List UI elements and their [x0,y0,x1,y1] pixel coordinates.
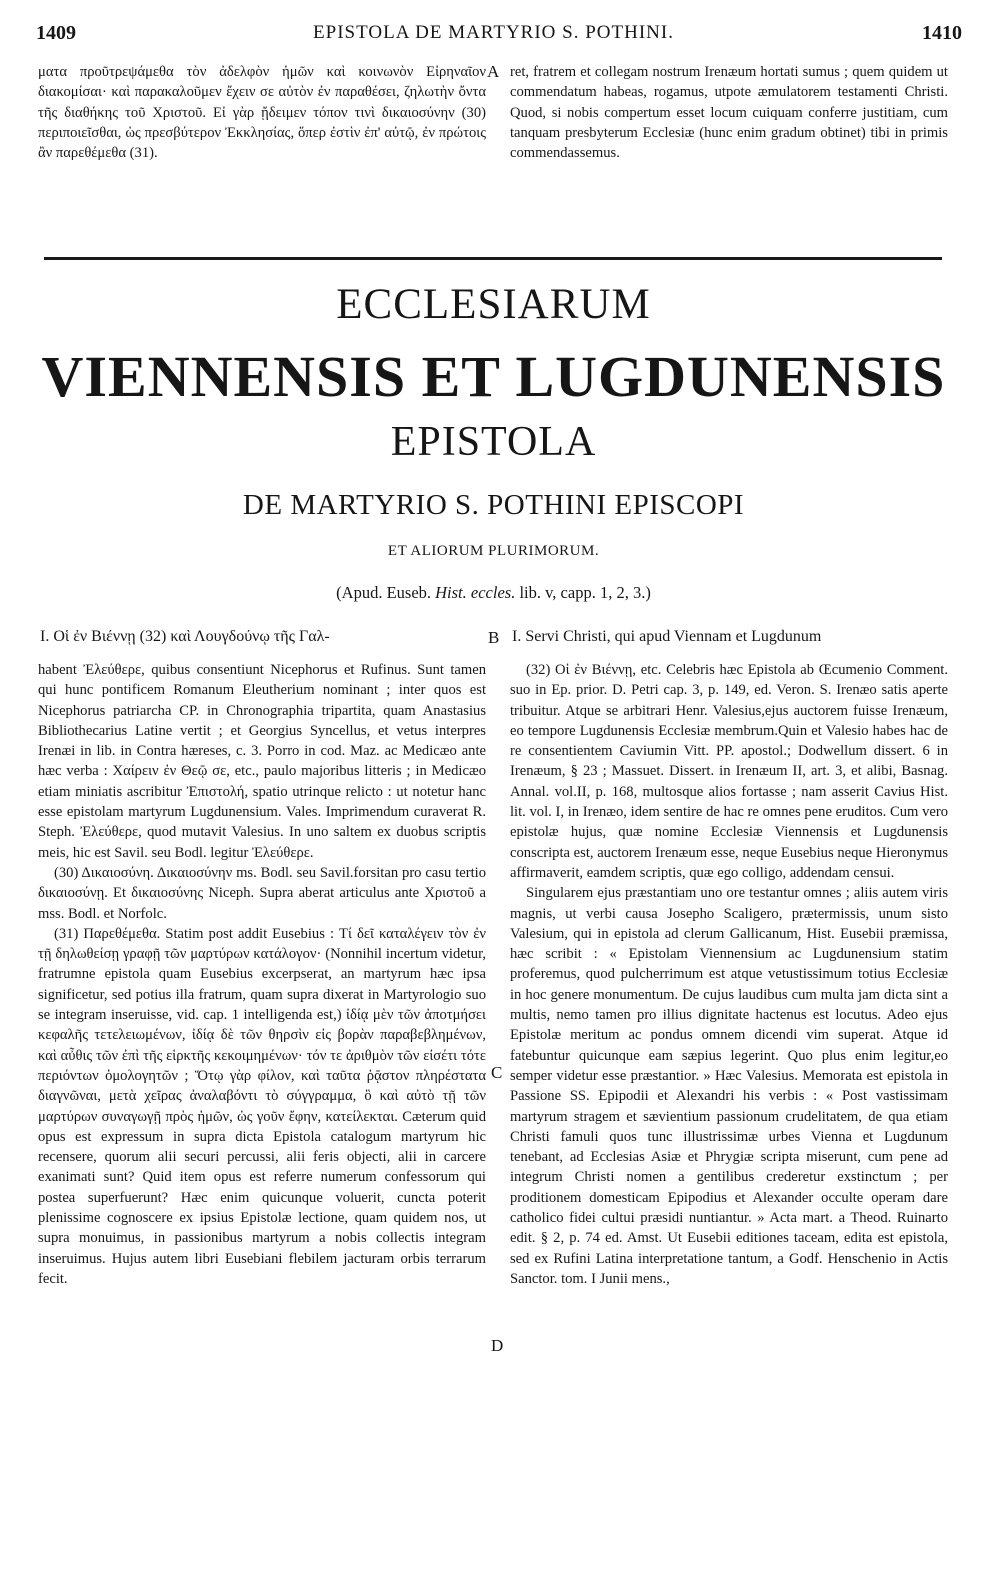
footnote-31: (31) Παρεθέμεθα. Statim post addit Eusebius : Τί δεῖ καταλέγειν τὸν ἐν τῇ δηλωθείσῃ γραφῇ τῶν μαρτύρων κατάλογον· (Nonnihil incertum videtur, fratrumne epistola quam Eusebius excerpserat, an martyrum hæc ipsa significetur, sed potius illa fratrum, quam supra dixerat in Martyrologio suo se integram inseruisse, vid. cap. 1 intelligenda est,) ἰδίᾳ μὲν τῶν ἀποτμήσει κεφαλῆς τετελειωμένων, ἰδίᾳ δὲ τῶν θηρσὶν εἰς βορὰν παραβεβλημένων, καὶ αὖθις τῶν ἐπὶ τῆς εἱρκτῆς κεκοιμημένων· τόν τε ἀριθμὸν τῶν εἰσέτι τότε περιόντων ὁμολογητῶν ; Ὅτῳ γὰρ φίλον, καὶ ταῦτα ῥᾷστον πληρέστατα διαγνῶναι, μετὰ χεῖρας ἀναλαβόντι τὸ σύγγραμμα, ὃ καὶ αὐτὸ τῇ τῶν μαρτύρων συναγωγῇ πρὸς ἡμῶν, ὡς γοῦν ἔφην, κατείλεκται. Cæterum quid opus est expressum in supra dicta Epistola catalogum martyrum hic recensere, quorum alii securi percussi, alii feris objecti, alii in carcere exanimati sunt? Quid item opus est referre numerum confessorum qui postea superfuerunt? Hæc enim quicunque voluerit, cuncta poterit plenissime cognoscere ex ipsius Epistolæ lectione, quam quidem nos, ut supra monuimus, in passionibus martyrum a nobis collectis integram inseruimus. Hujus autem libri Eusebiani flebilem jacturam orbis terrarum fecit. [38,925,486,1287]
margin-letter-d: D [491,1336,504,1355]
footnote-32: (32) Οἱ ἐν Βιέννῃ, etc. Celebris hæc Epistola ab Œcumenio Comment. suo in Ep. prior. D. Petri cap. 3, p. 149, ed. Veron. S. Irenæo satis aperte tribuitur. Atque se arbitrari Henr. Valesius,ejus auctorem fuisse Irenæum, eo tempore Lugdunensis Ecclesiæ membrum.Quin et Valesio habes hac de re consentientem Caviumin Vitt. PP. apostol.; Dodwellum dissert. 6 in Irenæum, § 23 ; Massuet. Dissert. in Irenæum II, art. 3, et alibi, Basnag. Annal. vol.II, p. 168, multosque alios fortasse ; nam asserit Cavius Hist. lit. vol. I, in Irenæo, idem sentire de hac re omnes pene eruditos. Cum vero epistolæ hujus, quæ nomine Ecclesiæ Viennensis et Lugdunensis conscripta est, auctorem Irenæum esse, neque Eusebius neque Hieronymus affirmaverit, eamdem scriptis, quæ ego colligo, addendam censui. [510,662,948,881]
margin-letter-b: B [488,628,500,647]
chapter-1-latin: I. Servi Christi, qui apud Viennam et Lugdunum [512,628,822,645]
top-greek-text [38,62,486,163]
title-line-1: ECCLESIARUM [336,281,651,328]
margin-letter-c: C [491,1063,503,1082]
footnote-paragraph: habent Ἐλεύθερε, quibus consentiunt Nicephorus et Rufinus. Sunt tamen qui hunc pontificem Romanum Eleutherium nominant ; inter quos est Nicephorus patriarcha CP. in Chronographia tripartita, quam Anastasius Bibliothecarius Latine vertit ; et Georgius Syncellus, et vetus interpres Irenæi in lib. in Contra hæreses, c. 3. Porro in cod. Maz. ac Medicæo ante hæc verba : Χαίρειν ἐν Θεῷ σε, etc., paulo majoribus litteris ; in Medicæo etiam miniatis ascribitur Ἐπιστολή, spatio utrinque relicto : ut notetur hanc esse epistolam martyrum Lugdunensium. Vales. Imprimendum curaverat R. Steph. Ἐλεύθερε, quod mutavit Valesius. In uno saltem ex duobus scriptis meis, hic est Savil. seu Bodl. legitur Ἐλεύθερε. [38,662,486,861]
footnotes-left [38,660,486,1289]
footnote-30: (30) Δικαιοσύνη. Δικαιοσύνην ms. Bodl. seu Savil.forsitan pro casu tertio δικαιοσύνῃ. Et δικαιοσύνης Niceph. Supra aberat articulus ante Χριστοῦ a mss. Bodl. et Norfolc. [38,864,486,922]
footnotes-right [510,660,948,1289]
source-italic: Hist. eccles. [435,583,516,602]
source-pre: (Apud. Euseb. [336,583,436,602]
footnote-paragraph: Singularem ejus præstantiam uno ore testantur omnes ; aliis autem viris magnis, ut verbi causa Josepho Scaligero, prætermissis, unum sisto Valesium, qui in epistola ad clerum Gallicanum, Hist. Eusebii præmissa, hæc scribit : « Epistolam Viennensium ac Lugdunensium statim proferemus, quod pulcherrimum est atque vetustissimum totius Ecclesiæ in hoc genere monumentum. De cujus laudibus cum multa jam dicta sint a multis, nemo tamen pro illius dignitate hactenus est locutus. Adeo ejus Epistolæ meritum ac pondus omnem dicendi vim superat. Atque id fatebuntur quicunque eam sæpius legerint. Quo plus enim legitur,eo semper videtur esse præstantior. » Hæc Valesius. Memorata est epistola in Passione SS. Epipodii et Alexandri his verbis : « Post vastissimam martyrum stragem et sævientium passionum crudelitatem, de qua etiam Christi famuli quos tunc illustrissimæ urbes Vienna et Lugdunum tenebant, ad Ecclesias Asiæ et Phrygiæ scripta miserunt, cum pene ad integrum Christi nomen a gentilibus crederetur exstinctum ; per proditionem domesticam Epipodius et Alexander occulte operam dare catholico fidei cultui præsidi nuntiantur. » Acta mart. a Theod. Ruinarto edit. § 2, p. 74 ed. Amst. Ut Eusebii editiones taceam, edita est epistola, sed ex Rufini Latina interpretatione tantum, a Godf. Henschenio in Actis Sanctor. tom. I Junii mens., [510,885,948,1287]
greek-paragraph: ματα προῦτρεψάμεθα τὸν ἀδελφὸν ἡμῶν καὶ κοινωνὸν Εἰρηναῖον διακομίσαι· καὶ παρακαλοῦμεν ἔχειν σε αὐτὸν ἐν παραθέσει, ζηλωτὴν ὄντα τῆς διαθήκης τοῦ Χριστοῦ. Εἰ γὰρ ᾔδειμεν τόπον τινὶ δικαιοσύνην (30) περιποιεῖσθαι, ὡς πρεσβύτερον Ἐκκλησίας, ὅπερ ἐστὶν ἐπ' αὐτῷ, ἐν πρώτοις ἂν παρεθέμεθα (31). [38,64,486,162]
top-latin-text [510,62,948,163]
source-reference [0,583,987,603]
margin-letter-a: A [487,62,500,81]
title-line-2: VIENNENSIS ET LUGDUNENSIS [41,344,946,409]
source-post: lib. v, capp. 1, 2, 3.) [515,583,651,602]
title-line-3: EPISTOLA [390,419,597,465]
divider-rule [44,257,942,260]
title-line-4: DE MARTYRIO S. POTHINI EPISCOPI [242,489,745,521]
title-line-5: ET ALIORUM PLURIMORUM. [387,543,600,559]
chapter-1-greek: I. Οἱ ἐν Βιέννῃ (32) καὶ Λουγδούνῳ τῆς Γαλ- [40,628,330,645]
latin-paragraph: ret, fratrem et collegam nostrum Irenæum hortati sumus ; quem quidem ut commendatum habeas, rogamus, utpote æmulatorem testamenti Christi. Quod, si nobis compertum esset locum cuiquam conferre justitiam, cum tanquam presbyterum Ecclesiæ (hunc enim gradum obtinet) tibi in primis commendassemus. [510,64,948,162]
page-number-left: 1409 [36,22,76,44]
page-number-right: 1410 [922,22,962,44]
running-title: EPISTOLA DE MARTYRIO S. POTHINI. [313,22,674,43]
